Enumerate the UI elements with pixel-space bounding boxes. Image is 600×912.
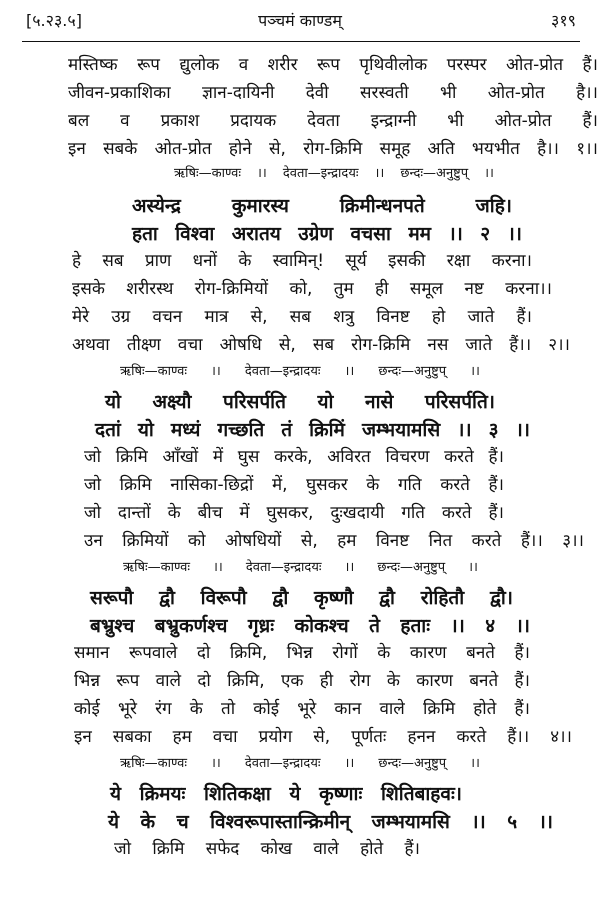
hindi-verse-line: अथवा तीक्ष्ण वचा ओषधि से, सब रोग-क्रिमि नस जाते हैं।। २।। bbox=[72, 335, 570, 355]
hindi-verse-line: इन सबका हम वचा प्रयोग से, पूर्णतः हनन करते हैं।। ४।। bbox=[74, 727, 572, 747]
hindi-verse-line: जो क्रिमि आँखों में घुस करके, अविरत विचरण करते हैं। bbox=[84, 447, 504, 467]
hindi-verse-line: जो दान्तों के बीच में घुसकर, दुःखदायी गति करते हैं। bbox=[84, 503, 504, 523]
sanskrit-mantra-line: बभ्रुश्च बभ्रुकर्णश्च गृध्रः कोकश्च ते हताः ।। ४ ।। bbox=[90, 615, 530, 637]
hindi-verse-line: कोई भूरे रंग के तो कोई भूरे कान वाले क्रिमि होते हैं। bbox=[74, 699, 530, 719]
rishi-devata-chhanda-line: ऋषिः—काण्वः ।। देवता—इन्द्रादयः ।। छन्दः—अनुष्टुप् ।। bbox=[174, 166, 494, 181]
hindi-verse-line: उन क्रिमियों को ओषधियों से, हम विनष्ट नित करते हैं।। ३।। bbox=[84, 531, 584, 551]
section-reference: [५.२३.५] bbox=[26, 11, 82, 30]
sanskrit-mantra-line: सरूपौ द्वौ विरूपौ द्वौ कृष्णौ द्वौ रोहितौ द्वौ। bbox=[90, 587, 513, 609]
hindi-verse-line: हे सब प्राण धनों के स्वामिन्! सूर्य इसकी रक्षा करना। bbox=[72, 251, 532, 271]
running-title: पञ्चमं काण्डम् bbox=[258, 11, 342, 30]
hindi-verse-line: इन सबके ओत-प्रोत होने से, रोग-क्रिमि समूह अति भयभीत है।। १।। bbox=[68, 139, 598, 159]
sanskrit-mantra-line: ये के च विश्वरूपास्तान्क्रिमीन् जम्भयामसि ।। ५ ।। bbox=[108, 811, 553, 833]
sanskrit-mantra-line: दतां यो मध्यं गच्छति तं क्रिमिं जम्भयामसि ।। ३ ।। bbox=[95, 419, 530, 441]
hindi-verse-line: बल व प्रकाश प्रदायक देवता इन्द्राग्नी भी ओत-प्रोत हैं। bbox=[68, 111, 598, 131]
hindi-verse-line: भिन्न रूप वाले दो क्रिमि, एक ही रोग के कारण बनते हैं। bbox=[74, 671, 530, 691]
rishi-devata-chhanda-line: ऋषिः—काण्वः ।। देवता—इन्द्रादयः ।। छन्दः—अनुष्टुप् ।। bbox=[123, 560, 478, 575]
sanskrit-mantra-line: यो अक्ष्यौ परिसर्पति यो नासे परिसर्पति। bbox=[105, 391, 495, 413]
rishi-devata-chhanda-line: ऋषिः—काण्वः ।। देवता—इन्द्रादयः ।। छन्दः—अनुष्टुप् ।। bbox=[120, 364, 480, 379]
page-number: ३१९ bbox=[551, 11, 576, 30]
sanskrit-mantra-line: ये क्रिमयः शितिकक्षा ये कृष्णाः शितिबाहवः। bbox=[110, 783, 462, 805]
hindi-verse-line: इसके शरीरस्थ रोग-क्रिमियों को, तुम ही समूल नष्ट करना।। bbox=[72, 279, 552, 299]
hindi-verse-line: मस्तिष्क रूप द्युलोक व शरीर रूप पृथिवीलोक परस्पर ओत-प्रोत हैं। bbox=[68, 55, 598, 75]
hindi-verse-line: समान रूपवाले दो क्रिमि, भिन्न रोगों के कारण बनते हैं। bbox=[74, 643, 530, 663]
header-rule bbox=[22, 41, 580, 42]
hindi-verse-line: जो क्रिमि नासिका-छिद्रों में, घुसकर के गति करते हैं। bbox=[84, 475, 504, 495]
hindi-verse-line: मेरे उग्र वचन मात्र से, सब शत्रु विनष्ट हो जाते हैं। bbox=[72, 307, 532, 327]
hindi-verse-line: जो क्रिमि सफेद कोख वाले होते हैं। bbox=[114, 839, 420, 859]
sanskrit-mantra-line: हता विश्वा अरातय उग्रेण वचसा मम ।। २ ।। bbox=[132, 223, 522, 245]
rishi-devata-chhanda-line: ऋषिः—काण्वः ।। देवता—इन्द्रादयः ।। छन्दः—अनुष्टुप् ।। bbox=[120, 756, 480, 771]
hindi-verse-line: जीवन-प्रकाशिका ज्ञान-दायिनी देवी सरस्वती भी ओत-प्रोत है।। bbox=[68, 83, 598, 103]
sanskrit-mantra-line: अस्येन्द्र कुमारस्य क्रिमीन्धनपते जहि। bbox=[132, 195, 512, 217]
